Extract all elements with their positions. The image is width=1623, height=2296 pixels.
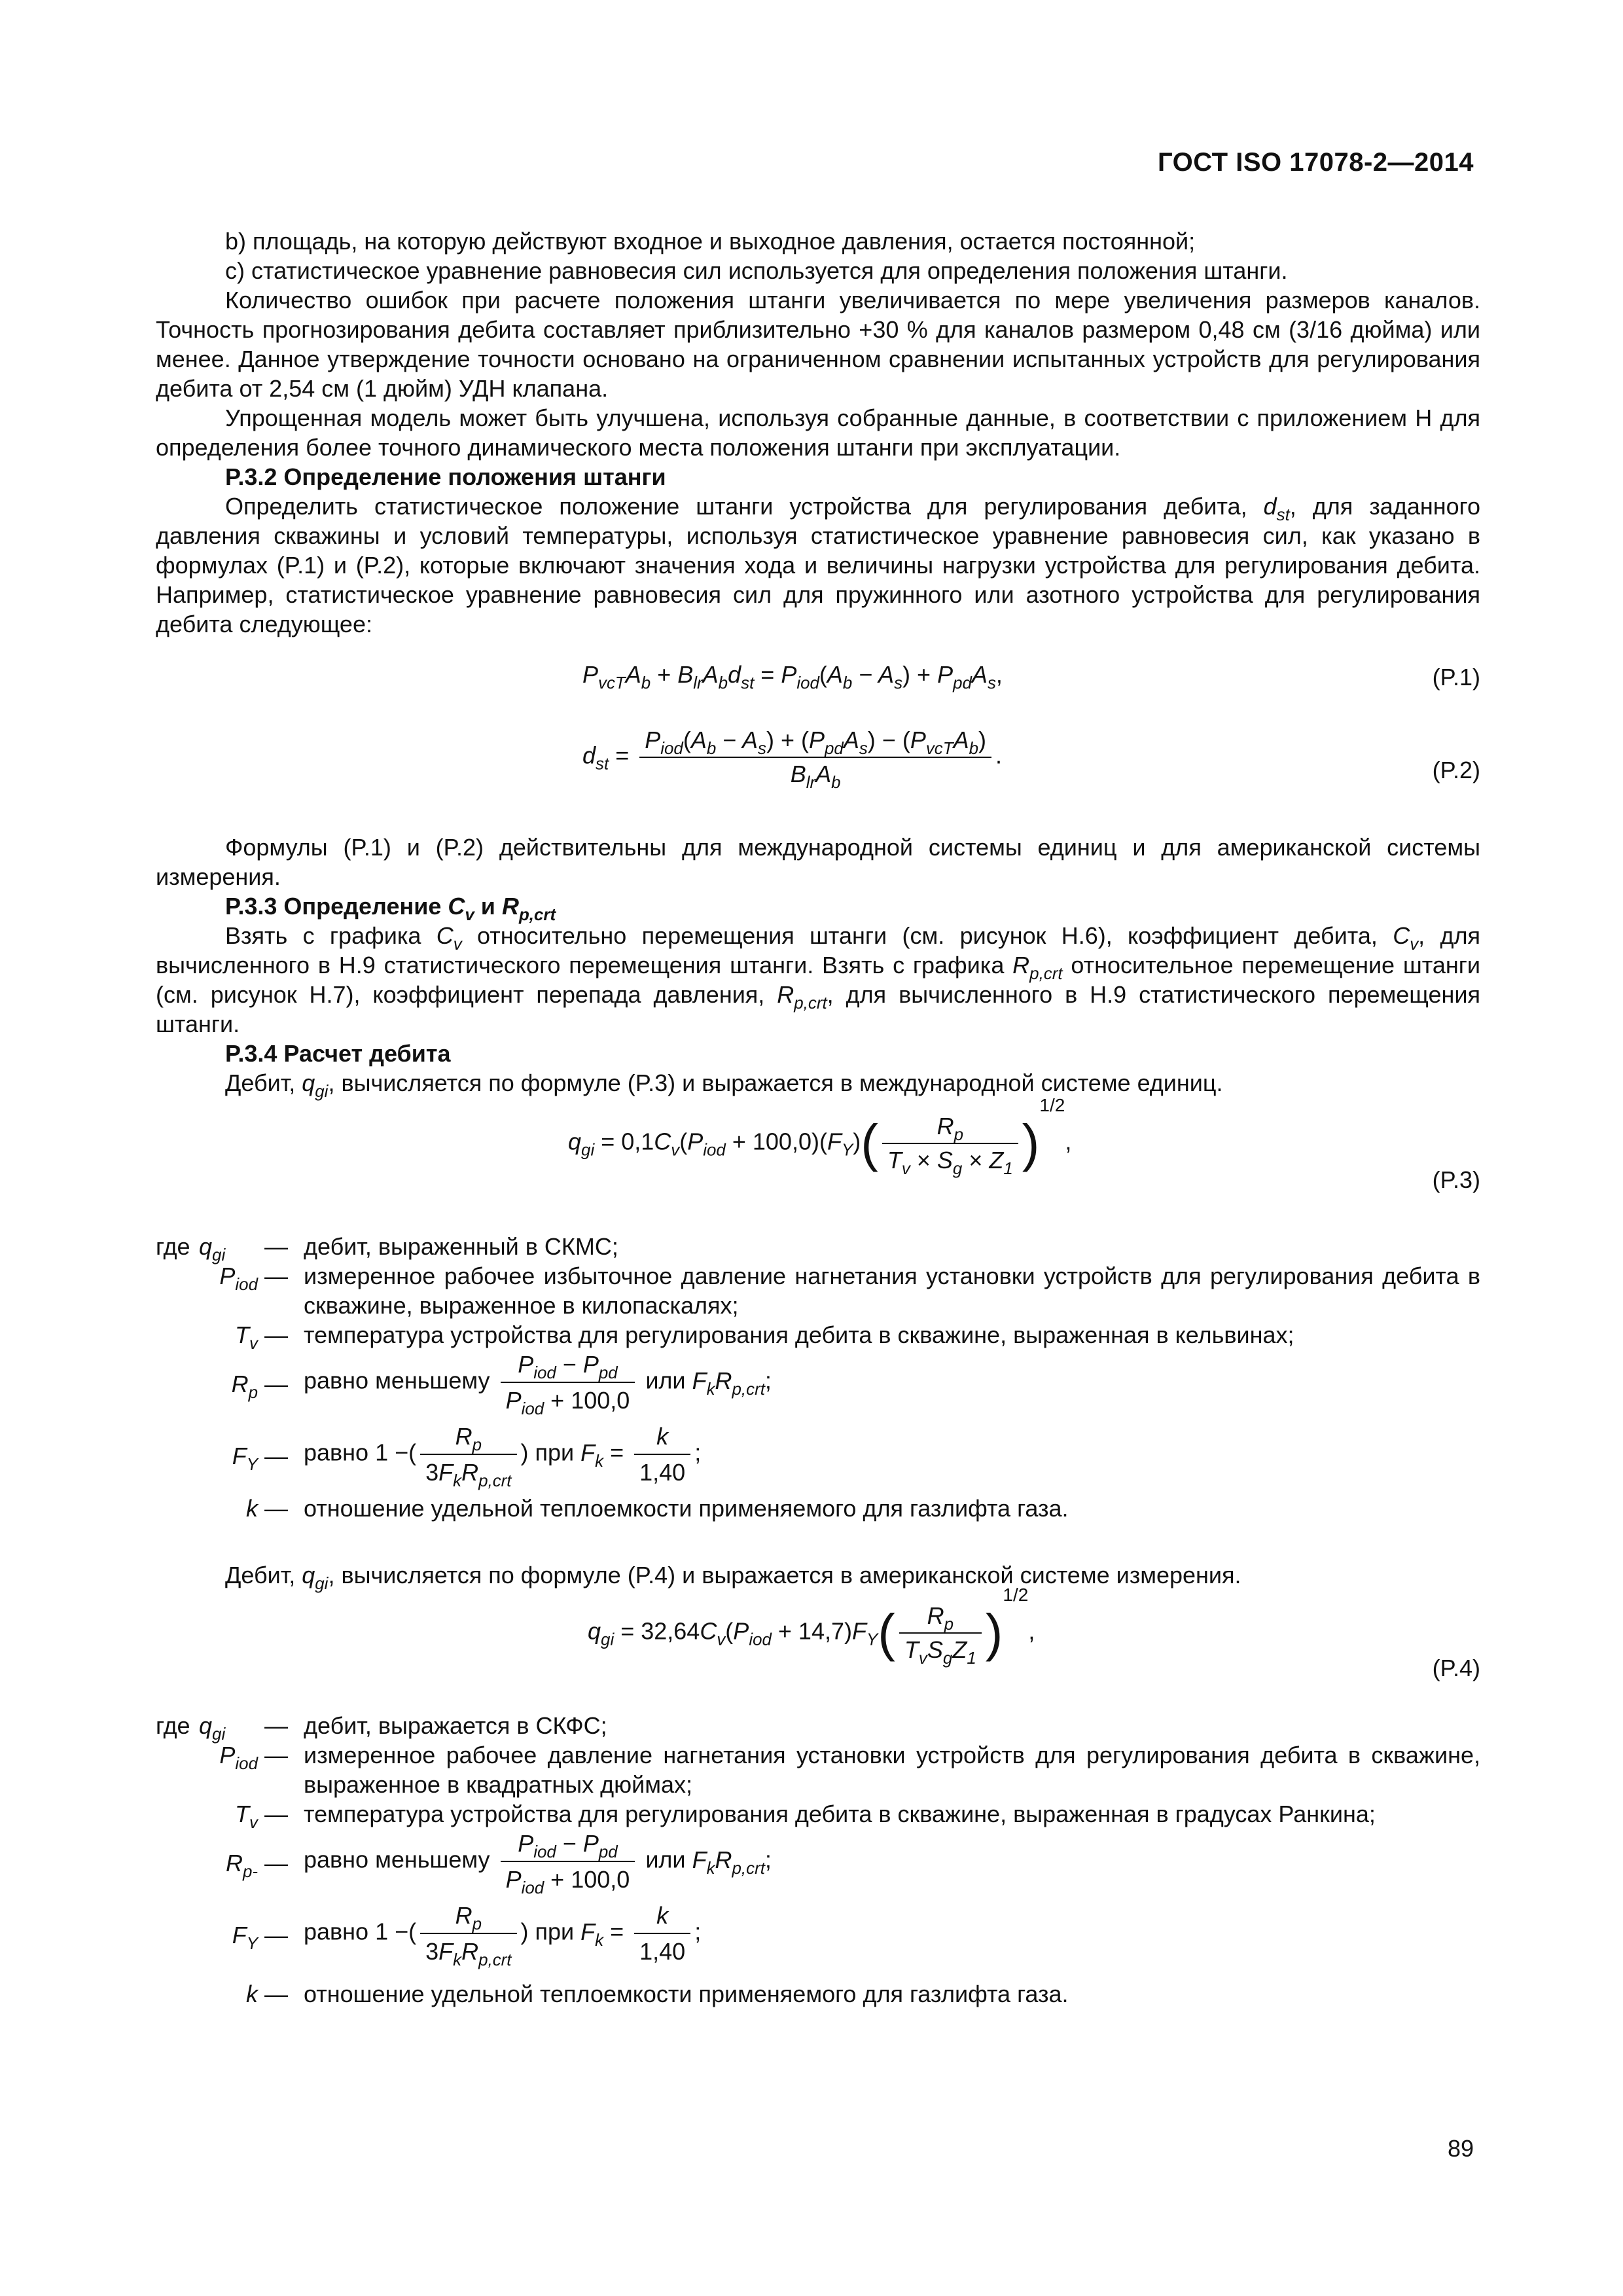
intro-block: [156, 226, 1480, 639]
where-row-tv: $T_v$ — температура устройства для регулирования дебита в скважине, выраженная в кельвинах;: [235, 1321, 1294, 1354]
where-row-piod-us: $P_{iod}$ — измеренное рабочее давление нагнетания установки устройств для регулирования дебита в скважине, выраженное в квадратных дюймах;: [219, 1742, 1480, 1798]
p33-block: [156, 833, 1480, 1102]
document-code-header: ГОСТ ISO 17078-2—2014: [1158, 148, 1474, 177]
paragraph-p34-intro-us: Дебит, $q_{gi}$, вычисляется по формуле (P.4) и выражается в американской системе измерения.: [225, 1562, 1241, 1594]
where-list-us: [156, 1711, 1480, 2009]
section-p32-title: P.3.2 Определение положения штанги: [225, 463, 666, 490]
section-p33-title: P.3.3 Определение $C_v$ и $R_{p,crt}$: [225, 893, 556, 925]
paragraph-model: Упрощенная модель может быть улучшена, используя собранные данные, в соответствии с приложением H для определения более точного динамического места положения штанги при эксплуатации.: [156, 404, 1480, 461]
where-row-fy: $F_Y$ — равно 1 −( $\frac{R_p}{3F_kR_{p,crt}}$ ) при $F_k$ = $\frac{k}{1,40}$ ;: [232, 1423, 702, 1491]
where-row-tv-us: $T_v$ — температура устройства для регулирования дебита в скважине, выраженная в градусах Ранкина;: [235, 1801, 1376, 1833]
where-row-k-us: k — отношение удельной теплоемкости применяемого для газлифта газа.: [246, 1981, 1069, 2007]
formula-p1-number: (P.1): [1432, 664, 1480, 691]
formula-p3-number: (P.3): [1432, 1166, 1480, 1193]
list-item-b: b) площадь, на которую действуют входное и выходное давления, остается постоянной;: [225, 228, 1196, 255]
paragraph-p33: Взять с графика $C_v$ относительно перемещения штанги (см. рисунок H.6), коэффициент дебита, $C_v$, для вычисленного в H.9 статистического перемещения штанги. Взять с графика $R_{p,crt}$ относительное перемещение штанги (см. рисунок H.7), коэффициент перепада давления, $R_{p,crt}$, для вычисленного в H.9 статистического перемещения штанги.: [156, 922, 1480, 1037]
formula-p2-number: (P.2): [1432, 757, 1480, 783]
formula-p4-number: (P.4): [1432, 1655, 1480, 1681]
where-row-piod: $P_{iod}$ — измеренное рабочее избыточное давление нагнетания установки устройств для регулирования дебита в скважине, выраженное в килопаскалях;: [219, 1263, 1480, 1319]
formula-p2: $d_{st}$ = $\frac{P_{iod}(A_b - A_s) + (P_{pd}A_s) - (P_{vcT}A_b)}{B_{lr}A_b}$ .: [582, 726, 1003, 793]
where-row-rp-us: $R_{p-}$ — равно меньшему $\frac{P_{iod} - P_{pd}}{P_{iod} + 100,0}$ или $F_kR_{p,crt}$;: [225, 1830, 772, 1898]
paragraph-p34-intro: Дебит, $q_{gi}$, вычисляется по формуле (P.3) и выражается в международной системе единиц.: [225, 1069, 1223, 1102]
list-item-c: c) статистическое уравнение равновесия сил используется для определения положения штанги.: [225, 257, 1288, 284]
formula-p1: $P_{vcT}A_b + B_{lr}A_bd_{st} = P_{iod}(A_b - A_s) + P_{pd}A_s$,: [582, 661, 1003, 693]
paragraph-p32: Определить статистическое положение штанги устройства для регулирования дебита, $d_{st}$, для заданного давления скважины и условий температуры, используя статистическое уравнение равновесия сил, как указано в формулах (P.1) и (P.2), которые включают значения хода и величины нагрузки устройства для регулирования дебита. Например, статистическое уравнение равновесия сил для пружинного или азотного устройства для регулирования дебита следующее:: [156, 493, 1480, 637]
where-row-k: k — отношение удельной теплоемкости применяемого для газлифта газа.: [246, 1495, 1069, 1522]
where-list-si: [156, 1232, 1480, 1523]
formula-p3: $q_{gi} = 0,1C_v(P_{iod} + 100,0)(F_Y)$( $\frac{R_p}{T_v \times S_g \times Z_1}$ )$^{1/2}$,: [568, 1094, 1072, 1179]
where-row-fy-us: $F_Y$ — равно 1 −( $\frac{R_p}{3F_kR_{p,crt}}$ ) при $F_k$ = $\frac{k}{1,40}$ ;: [232, 1902, 702, 1970]
where-row-qgi-us: где $q_{gi}$ — дебит, выражается в СКФС;: [156, 1712, 607, 1744]
p34-intro-us: [156, 1560, 1480, 1594]
paragraph-units: Формулы (P.1) и (P.2) действительны для международной системы единиц и для американской системы измерения.: [156, 834, 1480, 890]
paragraph-accuracy: Количество ошибок при расчете положения штанги увеличивается по мере увеличения размеров каналов. Точность прогнозирования дебита составляет приблизительно +30 % для каналов размером 0,48 см (3/16 дюйма) или менее. Данное утверждение точности основано на ограниченном сравнении испытанных устройств для регулирования дебита от 2,54 см (1 дюйм) УДН клапана.: [156, 287, 1480, 402]
where-row-rp: $R_p$ — равно меньшему $\frac{P_{iod} - P_{pd}}{P_{iod} + 100,0}$ или $F_kR_{p,crt}$;: [231, 1351, 772, 1419]
where-row-qgi: где $q_{gi}$ — дебит, выраженный в СКМС;: [156, 1233, 618, 1265]
page-number: 89: [1447, 2135, 1474, 2162]
formula-p4: $q_{gi} = 32,64C_v(P_{iod} + 14,7)F_Y$( $\frac{R_p}{T_vS_gZ_1}$ )$^{1/2}$,: [588, 1584, 1035, 1668]
section-p34-title: P.3.4 Расчет дебита: [225, 1040, 451, 1067]
